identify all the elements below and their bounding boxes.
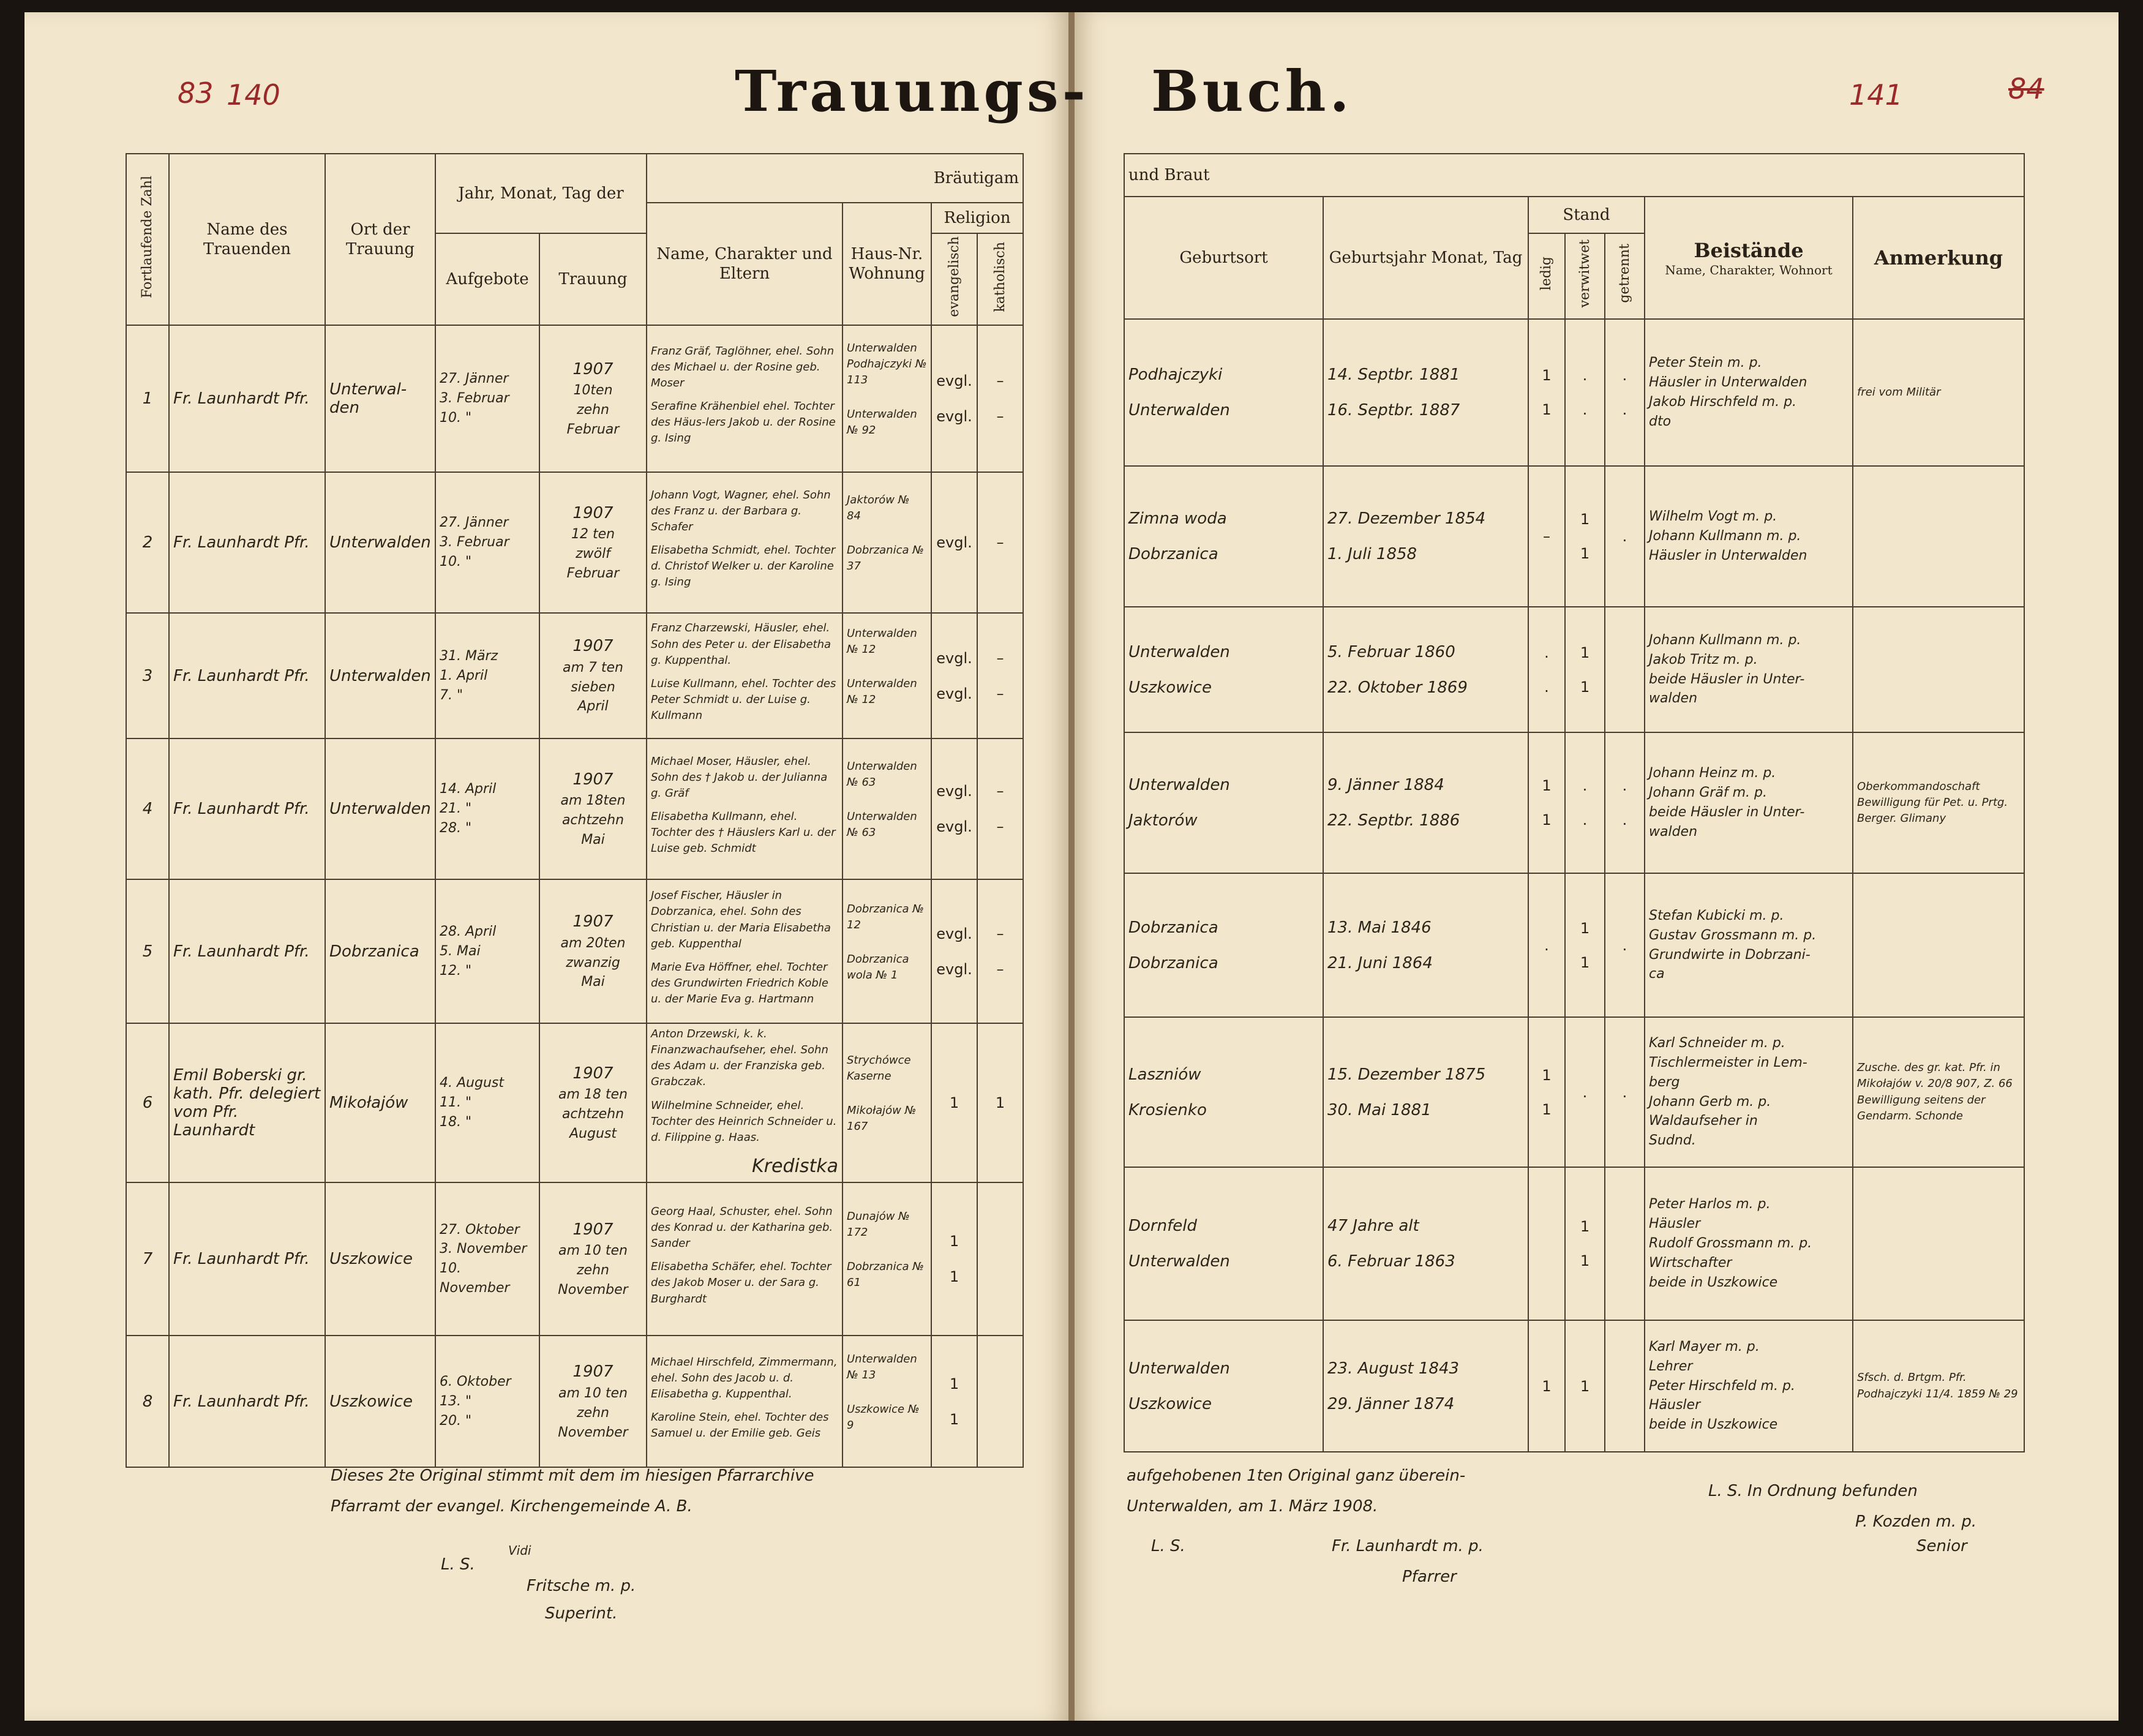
witnesses: Johann Heinz m. p. Johann Gräf m. p. beide Häusler in Unter- walden <box>1645 732 1853 873</box>
wedding-place: Dobrzanica <box>325 879 435 1023</box>
register-title-right: Buch. <box>1151 58 1353 124</box>
religion-katholisch: – – <box>977 325 1023 472</box>
header-aufgebote: Aufgebote <box>435 233 539 325</box>
birth-date: 47 Jahre alt 6. Februar 1863 <box>1323 1167 1528 1320</box>
groom-bride-names: Josef Fischer, Häusler in Dobrzanica, ehel. Sohn des Christian u. der Maria Elisabetha geb. Kuppenthal Marie Eva Höffner, ehel. Tochter des Grundwirten Friedrich Koble u. der Marie Eva g. Hartmann <box>647 879 843 1023</box>
house-number: Dunajów № 172 Dobrzanica № 61 <box>843 1182 931 1336</box>
entry-row-right <box>1124 607 2024 732</box>
religion-katholisch: 1 <box>977 1023 1023 1182</box>
stand-getrennt <box>1605 1320 1645 1452</box>
entry-row-right <box>1124 873 2024 1017</box>
groom-bride-names: Anton Drzewski, k. k. Finanzwachaufseher, ehel. Sohn des Adam u. der Franziska geb. Grabczak. Wilhelmine Schneider, ehel. Tochter des Heinrich Schneider u. d. Filippine g. Haas. Kredistka <box>647 1023 843 1182</box>
birth-date: 9. Jänner 1884 22. Septbr. 1886 <box>1323 732 1528 873</box>
religion-katholisch: – – <box>977 613 1023 738</box>
house-number: Unterwalden Podhajczyki № 113 Unterwalden № 92 <box>843 325 931 472</box>
entry-number: 6 <box>126 1023 169 1182</box>
remarks: Oberkommandoschaft Bewilligung für Pet. u. Prtg. Berger. Glimany <box>1853 732 2024 873</box>
entry-row-left <box>126 1023 1023 1182</box>
witnesses: Wilhelm Vogt m. p. Johann Kullmann m. p. Häusler in Unterwalden <box>1645 466 1853 607</box>
witnesses: Johann Kullmann m. p. Jakob Tritz m. p. beide Häusler in Unter- walden <box>1645 607 1853 732</box>
wedding-date: 1907 am 7 ten sieben April <box>539 613 647 738</box>
house-number: Unterwalden № 12 Unterwalden № 12 <box>843 613 931 738</box>
remarks: Zusche. des gr. kat. Pfr. in Mikołajów v. 20/8 907, Z. 66 Bewilligung seitens der Gendarm. Schonde <box>1853 1017 2024 1167</box>
header-datum-group: Jahr, Monat, Tag der <box>435 154 647 233</box>
religion-evangelisch: 1 1 <box>931 1182 977 1336</box>
header-trauung: Trauung <box>539 233 647 325</box>
right-page-number-old: 84 <box>2008 72 2044 105</box>
officiant-name: Fr. Launhardt Pfr. <box>169 325 325 472</box>
entry-row-right <box>1124 319 2024 466</box>
header-verwitwet: verwitwet <box>1565 233 1605 319</box>
stand-verwitwet: . <box>1565 1017 1605 1167</box>
witnesses: Peter Stein m. p. Häusler in Unterwalden Jakob Hirschfeld m. p. dto <box>1645 319 1853 466</box>
header-ort-trauung: Ort der Trauung <box>325 154 435 325</box>
wedding-date: 1907 am 10 ten zehn November <box>539 1336 647 1467</box>
entry-row-right <box>1124 1017 2024 1167</box>
left-signature-name: Fritsche m. p. <box>527 1577 636 1595</box>
witnesses: Karl Schneider m. p. Tischlermeister in Lem- berg Johann Gerb m. p. Waldaufseher in Sudnd. <box>1645 1017 1853 1167</box>
witnesses: Peter Harlos m. p. Häusler Rudolf Grossmann m. p. Wirtschafter beide in Uszkowice <box>1645 1167 1853 1320</box>
groom-bride-names: Georg Haal, Schuster, ehel. Sohn des Konrad u. der Katharina geb. Sander Elisabetha Schäfer, ehel. Tochter des Jakob Moser u. der Sara g. Burghardt <box>647 1182 843 1336</box>
stand-getrennt: . <box>1605 873 1645 1017</box>
remarks <box>1853 466 2024 607</box>
stand-getrennt: . . <box>1605 319 1645 466</box>
groom-bride-names: Franz Charzewski, Häusler, ehel. Sohn des Peter u. der Elisabetha g. Kuppenthal. Luise Kullmann, ehel. Tochter des Peter Schmidt u. der Luise g. Kullmann <box>647 613 843 738</box>
stand-ledig: 1 1 <box>1528 319 1565 466</box>
entry-row-right <box>1124 732 2024 873</box>
groom-bride-names: Michael Hirschfeld, Zimmermann, ehel. Sohn des Jacob u. d. Elisabetha g. Kuppenthal. Karoline Stein, ehel. Tochter des Samuel u. der Emilie geb. Geis <box>647 1336 843 1467</box>
stand-verwitwet: 1 1 <box>1565 607 1605 732</box>
stand-verwitwet: 1 1 <box>1565 1167 1605 1320</box>
religion-katholisch <box>977 1336 1023 1467</box>
birthplace: Podhajczyki Unterwalden <box>1124 319 1323 466</box>
birth-date: 27. Dezember 1854 1. Juli 1858 <box>1323 466 1528 607</box>
banns-dates: 27. Jänner 3. Februar 10. " <box>435 472 539 613</box>
house-number: Unterwalden № 13 Uszkowice № 9 <box>843 1336 931 1467</box>
left-seal: L. S. <box>441 1555 475 1574</box>
stand-verwitwet: 1 <box>1565 1320 1605 1452</box>
remarks: frei vom Militär <box>1853 319 2024 466</box>
entry-number: 8 <box>126 1336 169 1467</box>
stand-getrennt: . <box>1605 1017 1645 1167</box>
wedding-place: Uszkowice <box>325 1182 435 1336</box>
birthplace: Zimna woda Dobrzanica <box>1124 466 1323 607</box>
house-number: Unterwalden № 63 Unterwalden № 63 <box>843 738 931 879</box>
right-footer-line-2: Unterwalden, am 1. März 1908. <box>1127 1497 1378 1516</box>
officiant-name: Fr. Launhardt Pfr. <box>169 1182 325 1336</box>
wedding-date: 1907 10ten zehn Februar <box>539 325 647 472</box>
wedding-date: 1907 12 ten zwölf Februar <box>539 472 647 613</box>
header-braeutigam: Bräutigam <box>647 154 1023 203</box>
entry-row-left <box>126 738 1023 879</box>
stand-verwitwet: . . <box>1565 319 1605 466</box>
banns-dates: 14. April 21. " 28. " <box>435 738 539 879</box>
book-gutter <box>1068 12 1075 1721</box>
religion-evangelisch: 1 1 <box>931 1336 977 1467</box>
wedding-place: Mikołajów <box>325 1023 435 1182</box>
left-signature-title: Superint. <box>545 1604 618 1623</box>
header-haus-nr: Haus-Nr. Wohnung <box>843 203 931 325</box>
entry-row-left <box>126 613 1023 738</box>
religion-evangelisch: evgl. evgl. <box>931 325 977 472</box>
religion-evangelisch: evgl. evgl. <box>931 613 977 738</box>
header-getrennt: getrennt <box>1605 233 1645 319</box>
religion-evangelisch: evgl. evgl. <box>931 879 977 1023</box>
entry-row-right <box>1124 1320 2024 1452</box>
religion-evangelisch: evgl. <box>931 472 977 613</box>
witnesses: Stefan Kubicki m. p. Gustav Grossmann m. p. Grundwirte in Dobrzani- ca <box>1645 873 1853 1017</box>
entry-number: 1 <box>126 325 169 472</box>
left-footer-line-2: Pfarramt der evangel. Kirchengemeinde A. B. <box>331 1497 692 1516</box>
right-signature-name: Fr. Launhardt m. p. <box>1332 1537 1484 1555</box>
right-signature-title: Pfarrer <box>1402 1568 1457 1586</box>
entry-row-right <box>1124 1167 2024 1320</box>
header-beistaende: Beistände Name, Charakter, Wohnort <box>1645 197 1853 319</box>
groom-bride-names: Michael Moser, Häusler, ehel. Sohn des † Jakob u. der Julianna g. Gräf Elisabetha Kullmann, ehel. Tochter des † Häuslers Karl u. der Luise geb. Schmidt <box>647 738 843 879</box>
entry-row-left <box>126 325 1023 472</box>
header-und-braut: und Braut <box>1124 154 2024 197</box>
birthplace: Unterwalden Uszkowice <box>1124 607 1323 732</box>
entry-number: 4 <box>126 738 169 879</box>
header-geburtsjahr: Geburtsjahr Monat, Tag <box>1323 197 1528 319</box>
wedding-place: Unterwal-den <box>325 325 435 472</box>
right-page-number: 141 <box>1849 78 1903 111</box>
entry-number: 3 <box>126 613 169 738</box>
officiant-name: Emil Boberski gr. kath. Pfr. delegiert vom Pfr. Launhardt <box>169 1023 325 1182</box>
right-footer-line-1: aufgehobenen 1ten Original ganz überein- <box>1127 1467 1466 1485</box>
remarks <box>1853 607 2024 732</box>
house-number: Jaktorów № 84 Dobrzanica № 37 <box>843 472 931 613</box>
religion-katholisch: – – <box>977 738 1023 879</box>
groom-bride-names: Franz Gräf, Taglöhner, ehel. Sohn des Michael u. der Rosine geb. Moser Serafine Krähenbiel ehel. Tochter des Häus-lers Jakob u. der Rosine g. Ising <box>647 325 843 472</box>
header-evangelisch: evangelisch <box>931 233 977 325</box>
stand-getrennt <box>1605 607 1645 732</box>
officiant-name: Fr. Launhardt Pfr. <box>169 738 325 879</box>
wedding-place: Unterwalden <box>325 472 435 613</box>
wedding-place: Unterwalden <box>325 738 435 879</box>
approval-line: L. S. In Ordnung befunden <box>1708 1482 1918 1500</box>
stand-verwitwet: 1 1 <box>1565 873 1605 1017</box>
entry-row-right <box>1124 466 2024 607</box>
stand-ledig: – <box>1528 466 1565 607</box>
birth-date: 13. Mai 1846 21. Juni 1864 <box>1323 873 1528 1017</box>
house-number: Strychówce Kaserne Mikołajów № 167 <box>843 1023 931 1182</box>
wedding-place: Uszkowice <box>325 1336 435 1467</box>
header-name-trauenden: Name des Trauenden <box>169 154 325 325</box>
entry-number: 2 <box>126 472 169 613</box>
religion-evangelisch: 1 <box>931 1023 977 1182</box>
birth-date: 15. Dezember 1875 30. Mai 1881 <box>1323 1017 1528 1167</box>
wedding-date: 1907 am 18ten achtzehn Mai <box>539 738 647 879</box>
entry-row-left <box>126 1336 1023 1467</box>
birthplace: Unterwalden Uszkowice <box>1124 1320 1323 1452</box>
house-number: Dobrzanica № 12 Dobrzanica wola № 1 <box>843 879 931 1023</box>
stand-ledig: 1 1 <box>1528 1017 1565 1167</box>
birthplace: Dornfeld Unterwalden <box>1124 1167 1323 1320</box>
stand-ledig: 1 1 <box>1528 732 1565 873</box>
birth-date: 5. Februar 1860 22. Oktober 1869 <box>1323 607 1528 732</box>
approval-title: Senior <box>1916 1537 1967 1555</box>
stand-ledig <box>1528 1167 1565 1320</box>
religion-evangelisch: evgl. evgl. <box>931 738 977 879</box>
stand-getrennt: . <box>1605 466 1645 607</box>
left-footer-line-1: Dieses 2te Original stimmt mit dem im hiesigen Pfarrarchive <box>331 1467 814 1485</box>
stand-verwitwet: 1 1 <box>1565 466 1605 607</box>
birth-date: 14. Septbr. 1881 16. Septbr. 1887 <box>1323 319 1528 466</box>
religion-katholisch <box>977 1182 1023 1336</box>
header-anmerkung: Anmerkung <box>1853 197 2024 319</box>
wedding-date: 1907 am 20ten zwanzig Mai <box>539 879 647 1023</box>
stand-getrennt: . . <box>1605 732 1645 873</box>
banns-dates: 28. April 5. Mai 12. " <box>435 879 539 1023</box>
header-religion: Religion <box>931 203 1023 233</box>
banns-dates: 27. Oktober 3. November 10. November <box>435 1182 539 1336</box>
birthplace: Dobrzanica Dobrzanica <box>1124 873 1323 1017</box>
officiant-name: Fr. Launhardt Pfr. <box>169 613 325 738</box>
right-seal: L. S. <box>1151 1537 1185 1555</box>
banns-dates: 4. August 11. " 18. " <box>435 1023 539 1182</box>
groom-bride-names: Johann Vogt, Wagner, ehel. Sohn des Franz u. der Barbara g. Schafer Elisabetha Schmidt, ehel. Tochter d. Christof Welker u. der Karoline g. Ising <box>647 472 843 613</box>
header-name-charakter: Name, Charakter und Eltern <box>647 203 843 325</box>
remarks <box>1853 1167 2024 1320</box>
left-vidi: Vidi <box>508 1543 531 1558</box>
stand-ledig: . <box>1528 873 1565 1017</box>
header-geburtsort: Geburtsort <box>1124 197 1323 319</box>
religion-katholisch: – – <box>977 879 1023 1023</box>
register-title-left: Trauungs- <box>735 58 1089 124</box>
header-ledig: ledig <box>1528 233 1565 319</box>
banns-dates: 31. März 1. April 7. " <box>435 613 539 738</box>
entry-row-left <box>126 879 1023 1023</box>
officiant-name: Fr. Launhardt Pfr. <box>169 472 325 613</box>
remarks: Sfsch. d. Brtgm. Pfr. Podhajczyki 11/4. 1859 № 29 <box>1853 1320 2024 1452</box>
header-fortlaufende: Fortlaufende Zahl <box>126 154 169 325</box>
witnesses: Karl Mayer m. p. Lehrer Peter Hirschfeld m. p. Häusler beide in Uszkowice <box>1645 1320 1853 1452</box>
birthplace: Laszniów Krosienko <box>1124 1017 1323 1167</box>
stand-ledig: 1 <box>1528 1320 1565 1452</box>
wedding-date: 1907 am 10 ten zehn November <box>539 1182 647 1336</box>
approval-signature: P. Kozden m. p. <box>1855 1512 1977 1531</box>
wedding-place: Unterwalden <box>325 613 435 738</box>
header-katholisch: katholisch <box>977 233 1023 325</box>
stand-ledig: . . <box>1528 607 1565 732</box>
left-page-number: 140 <box>227 78 280 111</box>
left-page-number-old: 83 <box>178 77 214 110</box>
entry-number: 7 <box>126 1182 169 1336</box>
entry-row-left <box>126 1182 1023 1336</box>
religion-katholisch: – <box>977 472 1023 613</box>
wedding-date: 1907 am 18 ten achtzehn August <box>539 1023 647 1182</box>
birth-date: 23. August 1843 29. Jänner 1874 <box>1323 1320 1528 1452</box>
entry-number: 5 <box>126 879 169 1023</box>
right-register-table <box>1124 153 2025 1452</box>
stand-getrennt <box>1605 1167 1645 1320</box>
banns-dates: 6. Oktober 13. " 20. " <box>435 1336 539 1467</box>
remarks <box>1853 873 2024 1017</box>
header-stand: Stand <box>1528 197 1645 233</box>
left-register-table <box>126 153 1024 1468</box>
entry-row-left <box>126 472 1023 613</box>
banns-dates: 27. Jänner 3. Februar 10. " <box>435 325 539 472</box>
birthplace: Unterwalden Jaktorów <box>1124 732 1323 873</box>
officiant-name: Fr. Launhardt Pfr. <box>169 1336 325 1467</box>
officiant-name: Fr. Launhardt Pfr. <box>169 879 325 1023</box>
stand-verwitwet: . . <box>1565 732 1605 873</box>
